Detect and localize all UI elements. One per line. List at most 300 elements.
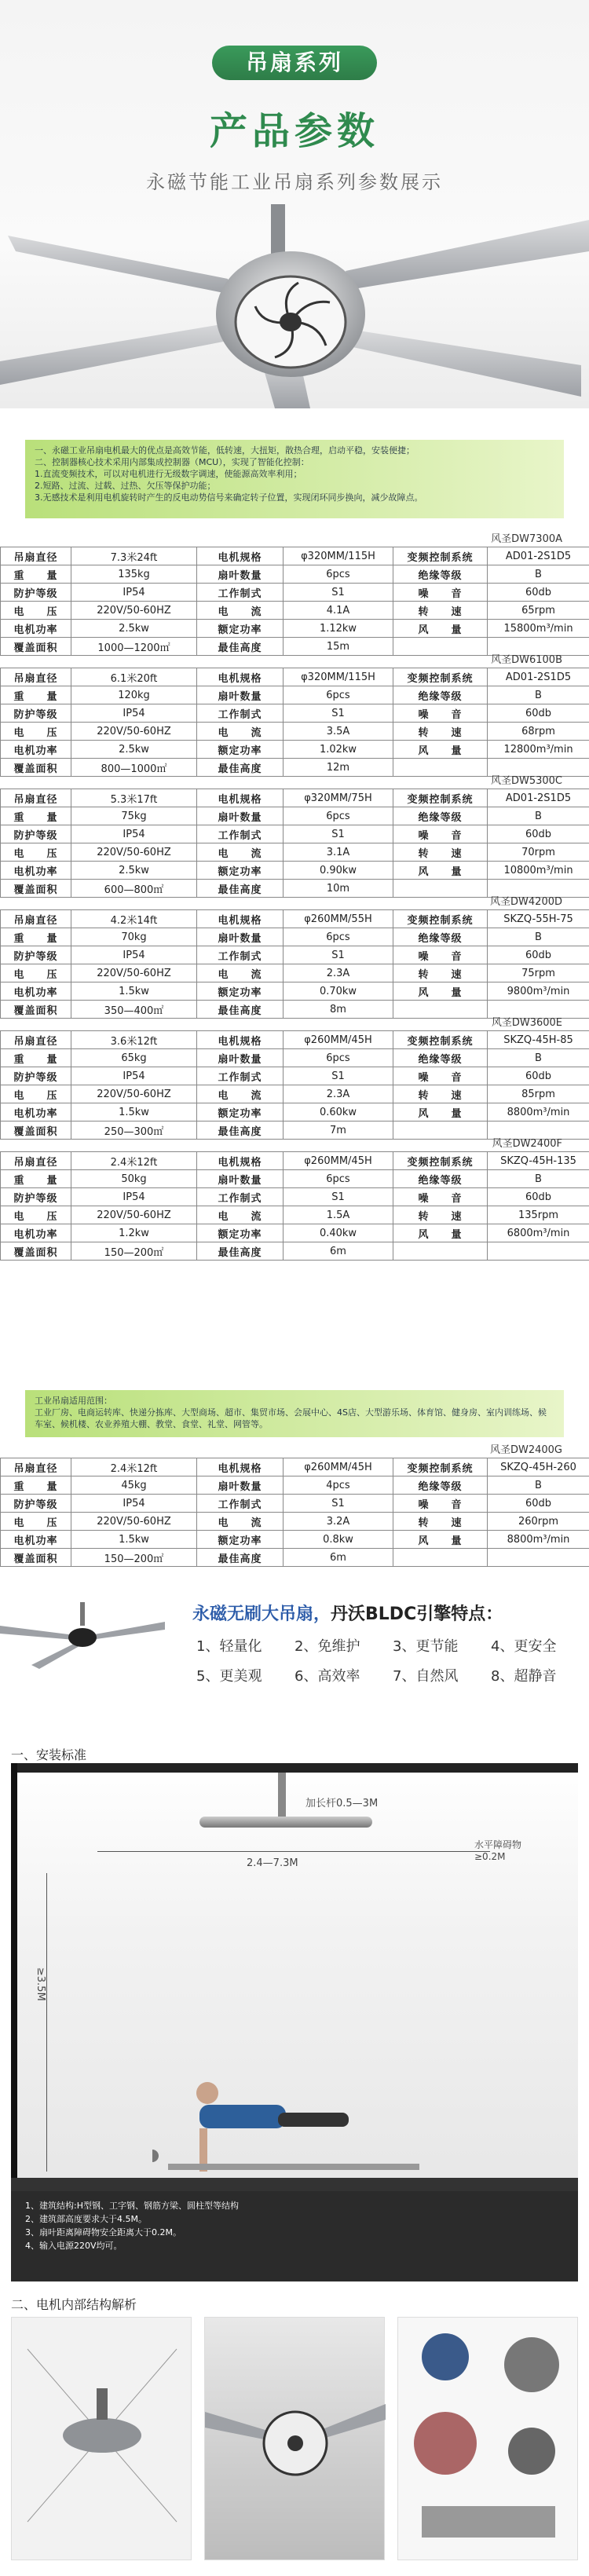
spec-value: IP54 bbox=[71, 946, 197, 964]
table-row bbox=[1, 982, 589, 1001]
spec-value: φ320MM/115H bbox=[284, 668, 393, 686]
spec-value: 0.8kw bbox=[284, 1531, 393, 1549]
model-code: 风圣DW5300C bbox=[490, 775, 562, 787]
feature-item: 6、高效率 bbox=[294, 1668, 360, 1685]
spec-label: 防护等级 bbox=[1, 584, 71, 602]
spec-table bbox=[0, 653, 589, 777]
spec-label: 噪 音 bbox=[393, 1188, 488, 1206]
spec-label: 变频控制系统 bbox=[393, 1458, 488, 1476]
spec-label: 电 压 bbox=[1, 1085, 71, 1103]
spec-label: 额定功率 bbox=[197, 741, 284, 759]
table-row bbox=[1, 1188, 589, 1206]
spec-value: 150—200㎡ bbox=[71, 1549, 197, 1567]
spec-value: φ260MM/45H bbox=[284, 1031, 393, 1049]
spec-label: 电 流 bbox=[197, 843, 284, 862]
spec-label: 电机功率 bbox=[1, 741, 71, 759]
spec-value: 65rpm bbox=[488, 602, 589, 620]
spec-label: 工作制式 bbox=[197, 825, 284, 843]
model-code: 风圣DW7300A bbox=[491, 533, 562, 545]
spec-label bbox=[393, 1242, 488, 1261]
spec-value: 3.6米12ft bbox=[71, 1031, 197, 1049]
spec-value: 60db bbox=[488, 584, 589, 602]
spec-label: 绝缘等级 bbox=[393, 1476, 488, 1495]
spec-value: IP54 bbox=[71, 1188, 197, 1206]
spec-value: 8800m³/min bbox=[488, 1103, 589, 1122]
spec-value: 1.02kw bbox=[284, 741, 393, 759]
spec-label: 电 压 bbox=[1, 1513, 71, 1531]
spec-label: 额定功率 bbox=[197, 1224, 284, 1242]
spec-label: 转 速 bbox=[393, 602, 488, 620]
install-section-title: 一、安装标准 bbox=[11, 1747, 87, 1762]
spec-label: 电机规格 bbox=[197, 910, 284, 928]
feature-item: 1、轻量化 bbox=[196, 1638, 262, 1655]
table-row bbox=[1, 1206, 589, 1224]
spec-label: 绝缘等级 bbox=[393, 1170, 488, 1188]
spec-value: 6800m³/min bbox=[488, 1224, 589, 1242]
feature-item: 2、免维护 bbox=[294, 1638, 360, 1655]
table-row bbox=[1, 807, 589, 825]
spec-value: SKZQ-45H-260 bbox=[488, 1458, 589, 1476]
spec-table bbox=[0, 1137, 589, 1261]
spec-value: 135kg bbox=[71, 565, 197, 584]
spec-value: AD01-2S1D5 bbox=[488, 547, 589, 565]
spec-label: 变频控制系统 bbox=[393, 1031, 488, 1049]
spec-label: 防护等级 bbox=[1, 1495, 71, 1513]
spec-value: 6pcs bbox=[284, 565, 393, 584]
table-row bbox=[1, 1531, 589, 1549]
spec-label: 扇叶数量 bbox=[197, 1476, 284, 1495]
spec-label: 工作制式 bbox=[197, 1495, 284, 1513]
spec-label: 重 量 bbox=[1, 1049, 71, 1067]
spec-label: 扇叶数量 bbox=[197, 686, 284, 704]
spec-label: 额定功率 bbox=[197, 862, 284, 880]
spec-value: 6m bbox=[284, 1549, 393, 1567]
application-scope bbox=[25, 1390, 564, 1437]
spec-value bbox=[488, 1242, 589, 1261]
spec-value: φ320MM/115H bbox=[284, 547, 393, 565]
install-note: 3、扇叶距离障碍物安全距离大于0.2M。 bbox=[25, 2227, 181, 2238]
spec-label: 覆盖面积 bbox=[1, 638, 71, 656]
spec-label: 电机规格 bbox=[197, 789, 284, 807]
spec-value: 260rpm bbox=[488, 1513, 589, 1531]
ceiling-fan-image bbox=[0, 204, 589, 408]
height-line bbox=[46, 1873, 47, 2172]
mechanism-section-title: 二、电机内部结构解析 bbox=[11, 2297, 137, 2312]
install-note: 4、输入电源220V均可。 bbox=[25, 2241, 123, 2251]
table-row bbox=[1, 1513, 589, 1531]
spec-label: 扇叶数量 bbox=[197, 565, 284, 584]
spec-value: 220V/50-60HZ bbox=[71, 1206, 197, 1224]
spec-label: 转 速 bbox=[393, 723, 488, 741]
spec-label: 电机规格 bbox=[197, 1152, 284, 1170]
spec-label: 吊扇直径 bbox=[1, 910, 71, 928]
table-row bbox=[1, 668, 589, 686]
spec-label: 电 流 bbox=[197, 964, 284, 982]
spec-value: S1 bbox=[284, 1495, 393, 1513]
spec-value: 60db bbox=[488, 1067, 589, 1085]
spec-label: 噪 音 bbox=[393, 584, 488, 602]
spec-table bbox=[0, 774, 589, 898]
page-subtitle: 永磁节能工业吊扇系列参数展示 bbox=[146, 171, 443, 193]
spec-label: 重 量 bbox=[1, 1170, 71, 1188]
spec-label: 电 流 bbox=[197, 1206, 284, 1224]
model-code: 风圣DW6100B bbox=[491, 654, 562, 666]
spec-value: 1.5kw bbox=[71, 982, 197, 1001]
spec-label: 噪 音 bbox=[393, 825, 488, 843]
spec-value: 9800m³/min bbox=[488, 982, 589, 1001]
spec-value: 6pcs bbox=[284, 928, 393, 946]
spec-label: 最佳高度 bbox=[197, 638, 284, 656]
spec-table bbox=[0, 1016, 589, 1140]
spec-value: 600—800㎡ bbox=[71, 880, 197, 898]
spec-value: S1 bbox=[284, 1188, 393, 1206]
spec-value: 220V/50-60HZ bbox=[71, 723, 197, 741]
spec-value: S1 bbox=[284, 946, 393, 964]
rod-length-label: 加长杆0.5—3M bbox=[305, 1798, 379, 1809]
fan-hub-photo bbox=[204, 2317, 385, 2560]
table-row bbox=[1, 1085, 589, 1103]
spec-value: 5.3米17ft bbox=[71, 789, 197, 807]
spec-label: 变频控制系统 bbox=[393, 668, 488, 686]
spec-value: 70kg bbox=[71, 928, 197, 946]
model-code: 风圣DW2400G bbox=[489, 1444, 562, 1456]
spec-value: 220V/50-60HZ bbox=[71, 1085, 197, 1103]
wall-left bbox=[11, 1763, 17, 2191]
spec-value: 135rpm bbox=[488, 1206, 589, 1224]
table-row bbox=[1, 584, 589, 602]
spec-value: SKZQ-45H-85 bbox=[488, 1031, 589, 1049]
spec-value: B bbox=[488, 1476, 589, 1495]
spec-label: 吊扇直径 bbox=[1, 547, 71, 565]
gym-person-image bbox=[152, 2062, 435, 2179]
spec-label: 变频控制系统 bbox=[393, 1152, 488, 1170]
spec-label: 变频控制系统 bbox=[393, 910, 488, 928]
spec-label: 噪 音 bbox=[393, 1495, 488, 1513]
spec-value: 6m bbox=[284, 1242, 393, 1261]
spec-label: 防护等级 bbox=[1, 946, 71, 964]
spec-value: 50kg bbox=[71, 1170, 197, 1188]
spec-value: φ260MM/55H bbox=[284, 910, 393, 928]
table-row bbox=[1, 602, 589, 620]
spec-value: 60db bbox=[488, 1495, 589, 1513]
ceiling-beam bbox=[11, 1763, 578, 1773]
spec-value: 6.1米20ft bbox=[71, 668, 197, 686]
spec-table bbox=[0, 895, 589, 1019]
spec-value: 60db bbox=[488, 825, 589, 843]
table-row bbox=[1, 1152, 589, 1170]
spec-value: 1.5A bbox=[284, 1206, 393, 1224]
spec-value: 6pcs bbox=[284, 686, 393, 704]
spec-label: 防护等级 bbox=[1, 825, 71, 843]
table-row bbox=[1, 928, 589, 946]
spec-value: 12800m³/min bbox=[488, 741, 589, 759]
spec-value: 65kg bbox=[71, 1049, 197, 1067]
spec-label: 电机功率 bbox=[1, 1224, 71, 1242]
spec-label: 绝缘等级 bbox=[393, 1049, 488, 1067]
spec-label: 额定功率 bbox=[197, 1103, 284, 1122]
spec-value: S1 bbox=[284, 1067, 393, 1085]
table-row bbox=[1, 620, 589, 638]
spec-label: 扇叶数量 bbox=[197, 928, 284, 946]
spec-value: 220V/50-60HZ bbox=[71, 602, 197, 620]
spec-label: 重 量 bbox=[1, 928, 71, 946]
spec-label: 电机功率 bbox=[1, 1103, 71, 1122]
spec-value: 3.1A bbox=[284, 843, 393, 862]
spec-value: 2.4米12ft bbox=[71, 1458, 197, 1476]
spec-label: 最佳高度 bbox=[197, 1001, 284, 1019]
spec-value: 120kg bbox=[71, 686, 197, 704]
feature-item: 4、更安全 bbox=[491, 1638, 557, 1655]
spec-label: 电 压 bbox=[1, 602, 71, 620]
spec-label: 风 量 bbox=[393, 741, 488, 759]
extension-rod bbox=[278, 1773, 286, 1820]
spec-label: 电机功率 bbox=[1, 982, 71, 1001]
spec-label: 电机规格 bbox=[197, 1458, 284, 1476]
spec-label: 工作制式 bbox=[197, 1067, 284, 1085]
page-title: 产品参数 bbox=[209, 109, 379, 153]
spec-value: 1.5kw bbox=[71, 1531, 197, 1549]
spec-label: 风 量 bbox=[393, 620, 488, 638]
spec-label: 转 速 bbox=[393, 1513, 488, 1531]
intro-note: 一、永磁工业吊扇电机最大的优点是高效节能，低转速，大扭矩，散热合理，启动平稳，安装便捷； bbox=[35, 445, 415, 456]
spec-value: 4.1A bbox=[284, 602, 393, 620]
motor-parts-image bbox=[397, 2317, 578, 2560]
install-notes bbox=[11, 2191, 578, 2281]
spec-value: 250—300㎡ bbox=[71, 1122, 197, 1140]
table-row bbox=[1, 1458, 589, 1476]
spec-label: 最佳高度 bbox=[197, 759, 284, 777]
table-row bbox=[1, 843, 589, 862]
spec-value: 2.3A bbox=[284, 964, 393, 982]
spec-value: AD01-2S1D5 bbox=[488, 668, 589, 686]
spec-label: 重 量 bbox=[1, 686, 71, 704]
spec-value: 0.90kw bbox=[284, 862, 393, 880]
spec-label: 吊扇直径 bbox=[1, 1458, 71, 1476]
spec-label: 扇叶数量 bbox=[197, 1049, 284, 1067]
table-row bbox=[1, 946, 589, 964]
table-row bbox=[1, 910, 589, 928]
spec-label: 重 量 bbox=[1, 807, 71, 825]
spec-value: 4pcs bbox=[284, 1476, 393, 1495]
spec-label: 防护等级 bbox=[1, 1067, 71, 1085]
spec-value: 1000—1200㎡ bbox=[71, 638, 197, 656]
spec-value: 1.5kw bbox=[71, 1103, 197, 1122]
spec-value: 60db bbox=[488, 704, 589, 723]
feature-title bbox=[192, 1601, 503, 1625]
spec-value: 6pcs bbox=[284, 1049, 393, 1067]
spec-value: 2.5kw bbox=[71, 620, 197, 638]
spec-value: SKZQ-55H-75 bbox=[488, 910, 589, 928]
spec-label: 转 速 bbox=[393, 1206, 488, 1224]
spec-value: 350—400㎡ bbox=[71, 1001, 197, 1019]
spec-value: 12m bbox=[284, 759, 393, 777]
spec-value: 70rpm bbox=[488, 843, 589, 862]
spec-value: 4.2米14ft bbox=[71, 910, 197, 928]
spec-table bbox=[0, 1444, 589, 1567]
spec-label: 工作制式 bbox=[197, 1188, 284, 1206]
spec-label: 电机功率 bbox=[1, 620, 71, 638]
spec-value: 7m bbox=[284, 1122, 393, 1140]
spec-value: IP54 bbox=[71, 704, 197, 723]
feature-title-black: 丹沃BLDC引擎特点： bbox=[331, 1605, 503, 1624]
spec-label: 噪 音 bbox=[393, 1067, 488, 1085]
spec-value: 10m bbox=[284, 880, 393, 898]
spec-value: 0.40kw bbox=[284, 1224, 393, 1242]
spec-label: 转 速 bbox=[393, 1085, 488, 1103]
spec-label: 吊扇直径 bbox=[1, 1031, 71, 1049]
spec-value: 60db bbox=[488, 1188, 589, 1206]
spec-value: B bbox=[488, 807, 589, 825]
spec-label: 重 量 bbox=[1, 1476, 71, 1495]
spec-label: 电 压 bbox=[1, 723, 71, 741]
spec-value: 2.4米12ft bbox=[71, 1152, 197, 1170]
spec-label: 电 流 bbox=[197, 723, 284, 741]
table-row bbox=[1, 547, 589, 565]
table-row bbox=[1, 1170, 589, 1188]
spec-value bbox=[488, 1549, 589, 1567]
spec-label: 电 压 bbox=[1, 964, 71, 982]
table-row bbox=[1, 565, 589, 584]
spec-label: 变频控制系统 bbox=[393, 547, 488, 565]
spec-value: φ320MM/75H bbox=[284, 789, 393, 807]
spec-label: 吊扇直径 bbox=[1, 1152, 71, 1170]
spec-value: B bbox=[488, 928, 589, 946]
spec-label: 电 流 bbox=[197, 1513, 284, 1531]
table-row bbox=[1, 1103, 589, 1122]
spec-label: 风 量 bbox=[393, 862, 488, 880]
spec-label: 变频控制系统 bbox=[393, 789, 488, 807]
spec-value: B bbox=[488, 1170, 589, 1188]
intro-note: 1.直流变频技术，可以对电机进行无级数字调速，使能源高效率利用； bbox=[35, 469, 302, 479]
feature-panel bbox=[0, 1594, 589, 1700]
spec-label: 电机功率 bbox=[1, 1531, 71, 1549]
spec-label: 绝缘等级 bbox=[393, 686, 488, 704]
spec-label: 重 量 bbox=[1, 565, 71, 584]
spec-label: 绝缘等级 bbox=[393, 807, 488, 825]
spec-label: 防护等级 bbox=[1, 1188, 71, 1206]
model-code: 风圣DW3600E bbox=[491, 1017, 562, 1029]
intro-note: 二、控制器核心技术采用内部集成控制器（MCU），实现了智能化控制： bbox=[35, 457, 309, 467]
spec-label: 绝缘等级 bbox=[393, 928, 488, 946]
feature-item: 8、超静音 bbox=[491, 1668, 557, 1685]
spec-value: 3.5A bbox=[284, 723, 393, 741]
intro-note: 3.无感技术是利用电机旋转时产生的反电动势信号来确定转子位置，实现闭环同步换向，减少故障点。 bbox=[35, 492, 423, 503]
intro-notes bbox=[25, 440, 564, 518]
spec-value: 1.2kw bbox=[71, 1224, 197, 1242]
spec-label: 额定功率 bbox=[197, 620, 284, 638]
height-label: ≥3.5M bbox=[35, 1967, 46, 2001]
spec-label: 电 流 bbox=[197, 1085, 284, 1103]
spec-label: 电机功率 bbox=[1, 862, 71, 880]
spec-value: IP54 bbox=[71, 1067, 197, 1085]
table-row bbox=[1, 686, 589, 704]
spec-value: 8800m³/min bbox=[488, 1531, 589, 1549]
spec-label: 风 量 bbox=[393, 1103, 488, 1122]
floor bbox=[11, 2178, 578, 2191]
install-note: 1、建筑结构:H型钢、工字钢、钢筋方梁、圆柱型等结构 bbox=[25, 2201, 239, 2211]
spec-label: 电 压 bbox=[1, 843, 71, 862]
hero-banner bbox=[0, 0, 589, 408]
table-row bbox=[1, 1242, 589, 1261]
spec-label: 吊扇直径 bbox=[1, 789, 71, 807]
feature-item: 3、更节能 bbox=[393, 1638, 459, 1655]
spec-value: φ260MM/45H bbox=[284, 1458, 393, 1476]
spec-label: 吊扇直径 bbox=[1, 668, 71, 686]
spec-value: AD01-2S1D5 bbox=[488, 789, 589, 807]
fan-thumbnail bbox=[0, 1602, 165, 1673]
spec-value: 800—1000㎡ bbox=[71, 759, 197, 777]
spec-label: 扇叶数量 bbox=[197, 1170, 284, 1188]
spec-value: IP54 bbox=[71, 584, 197, 602]
spec-label: 额定功率 bbox=[197, 982, 284, 1001]
spec-value: 75kg bbox=[71, 807, 197, 825]
spec-label: 覆盖面积 bbox=[1, 1001, 71, 1019]
spec-label: 覆盖面积 bbox=[1, 1549, 71, 1567]
table-row bbox=[1, 1031, 589, 1049]
table-row bbox=[1, 1495, 589, 1513]
spec-value: 45kg bbox=[71, 1476, 197, 1495]
feature-title-blue: 永磁无刷大吊扇， bbox=[192, 1605, 331, 1624]
spec-label: 最佳高度 bbox=[197, 1122, 284, 1140]
spec-label: 防护等级 bbox=[1, 704, 71, 723]
table-row bbox=[1, 723, 589, 741]
table-row bbox=[1, 1549, 589, 1567]
feature-item: 5、更美观 bbox=[196, 1668, 262, 1685]
spec-value: 220V/50-60HZ bbox=[71, 1513, 197, 1531]
spec-label: 额定功率 bbox=[197, 1531, 284, 1549]
spec-label: 最佳高度 bbox=[197, 1549, 284, 1567]
table-row bbox=[1, 862, 589, 880]
spec-label: 电机规格 bbox=[197, 547, 284, 565]
table-row bbox=[1, 964, 589, 982]
table-row bbox=[1, 1067, 589, 1085]
feature-item: 7、自然风 bbox=[393, 1668, 459, 1685]
spec-label: 工作制式 bbox=[197, 946, 284, 964]
spec-value: B bbox=[488, 565, 589, 584]
table-row bbox=[1, 741, 589, 759]
spec-label: 覆盖面积 bbox=[1, 1242, 71, 1261]
table-row bbox=[1, 704, 589, 723]
spec-value: S1 bbox=[284, 704, 393, 723]
intro-note: 2.短路、过流、过载、过热、欠压等保护功能； bbox=[35, 481, 216, 491]
spec-value: 3.2A bbox=[284, 1513, 393, 1531]
model-code: 风圣DW2400F bbox=[492, 1138, 562, 1150]
spec-value: 15800m³/min bbox=[488, 620, 589, 638]
spec-value: 15m bbox=[284, 638, 393, 656]
table-row bbox=[1, 1049, 589, 1067]
spec-label: 电机规格 bbox=[197, 668, 284, 686]
spec-value: 220V/50-60HZ bbox=[71, 843, 197, 862]
table-row bbox=[1, 825, 589, 843]
spec-label: 覆盖面积 bbox=[1, 759, 71, 777]
spec-table bbox=[0, 532, 589, 656]
spec-value: 2.5kw bbox=[71, 741, 197, 759]
spec-label: 转 速 bbox=[393, 843, 488, 862]
spec-label: 风 量 bbox=[393, 1224, 488, 1242]
spec-label: 电 压 bbox=[1, 1206, 71, 1224]
spec-value: S1 bbox=[284, 825, 393, 843]
application-title: 工业吊扇适用范围： bbox=[35, 1396, 112, 1406]
application-text: 工业厂房、电商运转库、快递分拣库、大型商场、超市、集贸市场、会展中心、4S店、大型游乐场、体育馆、健身房、室内训练场、候车室、候机楼、农业养殖大棚、教堂、食堂、礼堂、网管等。 bbox=[35, 1407, 547, 1429]
table-row bbox=[1, 1224, 589, 1242]
spec-value: φ260MM/45H bbox=[284, 1152, 393, 1170]
spec-label: 风 量 bbox=[393, 982, 488, 1001]
model-code: 风圣DW4200D bbox=[490, 896, 562, 908]
spec-value: 60db bbox=[488, 946, 589, 964]
spec-value: 6pcs bbox=[284, 1170, 393, 1188]
spec-value: 0.70kw bbox=[284, 982, 393, 1001]
spec-label: 噪 音 bbox=[393, 946, 488, 964]
